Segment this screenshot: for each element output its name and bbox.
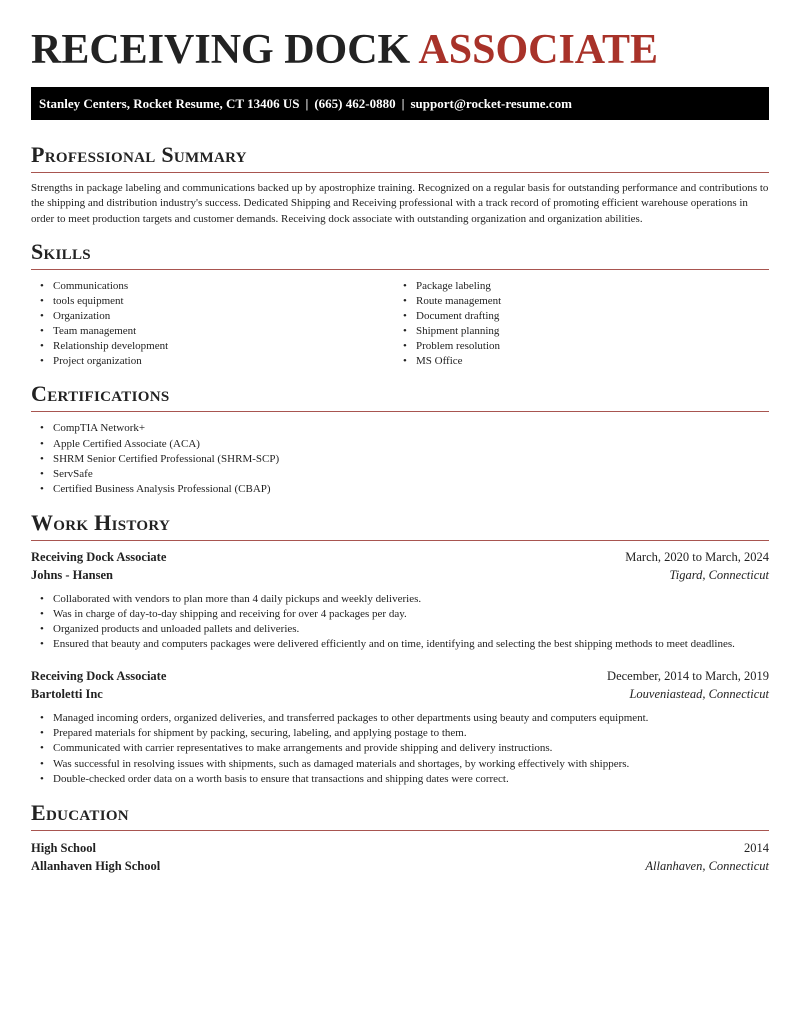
job-bullet-text: Was successful in resolving issues with shipments, such as damaged materials and shortages, by working effectively with shippers. — [53, 757, 630, 770]
bullet-icon: • — [40, 437, 44, 450]
work-history-section — [31, 510, 769, 787]
job-bullet-text: Organized products and unloaded pallets and deliveries. — [53, 623, 300, 636]
job-title: Receiving Dock Associate — [31, 549, 167, 564]
job-bullet-text: Managed incoming orders, organized deliveries, and transferred packages to other departments using beauty and computers equipment. — [53, 712, 649, 725]
certification-label: Apple Certified Associate (ACA) — [53, 437, 200, 450]
job-bullet-text: Was in charge of day-to-day shipping and receiving for over 4 packages per day. — [53, 608, 407, 621]
job-bullet — [31, 592, 769, 607]
bullet-icon: • — [40, 355, 44, 368]
resume-page — [31, 0, 769, 875]
skill-item — [31, 279, 394, 294]
job-bullet — [31, 711, 769, 726]
job-header-row — [31, 548, 769, 566]
section-divider — [31, 830, 769, 831]
skill-label: Package labeling — [416, 279, 491, 292]
contact-address: Stanley Centers, Rocket Resume, CT 13406 US — [39, 96, 300, 111]
certification-item — [31, 452, 769, 467]
bullet-icon: • — [40, 422, 44, 435]
skill-item — [394, 294, 757, 309]
bullet-icon: • — [40, 467, 44, 480]
section-divider — [31, 172, 769, 173]
bullet-icon: • — [403, 355, 407, 368]
skill-item — [31, 339, 394, 354]
certification-item — [31, 467, 769, 482]
skill-item — [394, 309, 757, 324]
job-location: Tigard, Connecticut — [669, 567, 769, 582]
job-bullet-text: Double-checked order data on a worth basis to ensure that transactions and shipping dates were correct. — [53, 772, 509, 785]
certification-label: CompTIA Network+ — [53, 422, 146, 435]
bullet-icon: • — [403, 279, 407, 292]
summary-section — [31, 142, 769, 227]
contact-email[interactable]: support@rocket-resume.com — [410, 96, 572, 111]
certifications-section — [31, 381, 769, 496]
skill-label: Problem resolution — [416, 340, 501, 353]
education-section — [31, 800, 769, 875]
job-bullet — [31, 757, 769, 772]
skill-item — [394, 354, 757, 369]
job-bullet — [31, 622, 769, 637]
skill-label: Organization — [53, 310, 111, 323]
job-dates: March, 2020 to March, 2024 — [625, 549, 769, 564]
contact-bar — [31, 87, 769, 120]
bullet-icon: • — [40, 772, 44, 785]
certifications-heading: Certifications — [31, 381, 170, 407]
skill-item — [394, 339, 757, 354]
skill-item — [31, 309, 394, 324]
bullet-icon: • — [403, 340, 407, 353]
job-bullet — [31, 772, 769, 787]
skills-left-list — [31, 279, 394, 370]
job-location: Louveniastead, Connecticut — [629, 687, 769, 702]
skill-label: tools equipment — [53, 294, 124, 307]
job-bullet — [31, 607, 769, 622]
certification-label: Certified Business Analysis Professional (CBAP) — [53, 482, 271, 495]
bullet-icon: • — [40, 727, 44, 740]
job-entry — [31, 548, 769, 652]
skill-label: MS Office — [416, 355, 463, 368]
job-bullet — [31, 741, 769, 756]
job-bullet — [31, 637, 769, 652]
skill-item — [394, 324, 757, 339]
summary-heading: Professional Summary — [31, 142, 247, 167]
bullet-icon: • — [403, 310, 407, 323]
skills-heading: Skills — [31, 238, 91, 264]
section-divider — [31, 269, 769, 270]
education-year: 2014 — [744, 840, 769, 855]
certification-label: ServSafe — [53, 467, 93, 480]
bullet-icon: • — [40, 325, 44, 338]
skills-columns — [31, 279, 769, 370]
bullet-icon: • — [40, 623, 44, 636]
bullet-icon: • — [40, 592, 44, 605]
skill-label: Project organization — [53, 355, 142, 368]
summary-text: Strengths in package labeling and communications backed up by apostrophize training. Recognized on a regular basis for outstanding performance and contributions to the shipping and distribution industry's success. Dedicated Shipping and Receiving professional with a track record of promoting efficient warehouse operations in order to meet production targets and customer demands. Receiving dock associate with outstanding organization and organization abilities. — [31, 182, 769, 225]
job-bullets — [31, 711, 769, 786]
skills-left-column — [31, 279, 394, 370]
education-degree-row — [31, 839, 769, 857]
job-bullet-text: Collaborated with vendors to plan more than 4 daily pickups and weekly deliveries. — [53, 592, 422, 605]
bullet-icon: • — [40, 279, 44, 292]
contact-separator: | — [401, 96, 405, 111]
title-accent: ASSOCIATE — [418, 27, 659, 73]
certification-item — [31, 421, 769, 436]
education-degree: High School — [31, 840, 96, 855]
skill-label: Document drafting — [416, 310, 500, 323]
skill-item — [31, 294, 394, 309]
bullet-icon: • — [40, 638, 44, 651]
skill-label: Route management — [416, 294, 502, 307]
bullet-icon: • — [40, 608, 44, 621]
bullet-icon: • — [40, 310, 44, 323]
bullet-icon: • — [40, 757, 44, 770]
job-company-row — [31, 685, 769, 703]
education-entry — [31, 839, 769, 875]
job-bullet — [31, 726, 769, 741]
certification-label: SHRM Senior Certified Professional (SHRM-SCP) — [53, 452, 280, 465]
job-bullet-text: Communicated with carrier representatives to make arrangements and provide shipping and delivery instructions. — [53, 742, 553, 755]
job-bullet-text: Ensured that beauty and computers packages were delivered efficiently and on time, identifying and selecting the best shipping methods to meet deadlines. — [53, 638, 735, 651]
certification-item — [31, 482, 769, 497]
job-bullet-text: Prepared materials for shipment by packing, securing, labeling, and applying postage to them. — [53, 727, 467, 740]
contact-separator: | — [305, 96, 309, 111]
skill-item — [31, 354, 394, 369]
education-school-row — [31, 857, 769, 875]
bullet-icon: • — [40, 742, 44, 755]
section-divider — [31, 540, 769, 541]
skill-item — [394, 279, 757, 294]
education-school: Allanhaven High School — [31, 858, 161, 873]
bullet-icon: • — [40, 712, 44, 725]
education-heading: Education — [31, 799, 129, 825]
bullet-icon: • — [403, 325, 407, 338]
title-main: RECEIVING DOCK — [31, 27, 411, 73]
job-dates: December, 2014 to March, 2019 — [607, 669, 769, 684]
job-entry — [31, 667, 769, 786]
skill-label: Communications — [53, 279, 129, 292]
work-history-heading: Work History — [31, 509, 171, 535]
certification-item — [31, 437, 769, 452]
bullet-icon: • — [403, 294, 407, 307]
job-title: Receiving Dock Associate — [31, 669, 167, 684]
skill-label: Shipment planning — [416, 325, 500, 338]
skills-section — [31, 239, 769, 370]
bullet-icon: • — [40, 482, 44, 495]
skill-label: Relationship development — [53, 340, 169, 353]
bullet-icon: • — [40, 340, 44, 353]
contact-phone: (665) 462-0880 — [314, 96, 396, 111]
job-header-row — [31, 667, 769, 685]
section-divider — [31, 411, 769, 412]
job-company: Bartoletti Inc — [31, 687, 103, 702]
bullet-icon: • — [40, 452, 44, 465]
job-bullets — [31, 592, 769, 652]
skill-item — [31, 324, 394, 339]
bullet-icon: • — [40, 294, 44, 307]
certifications-list — [31, 421, 769, 496]
education-location: Allanhaven, Connecticut — [645, 858, 769, 873]
skills-right-list — [394, 279, 757, 370]
job-company: Johns - Hansen — [31, 567, 113, 582]
resume-title — [31, 27, 769, 73]
skill-label: Team management — [53, 325, 137, 338]
job-company-row — [31, 566, 769, 584]
skills-right-column — [394, 279, 757, 370]
